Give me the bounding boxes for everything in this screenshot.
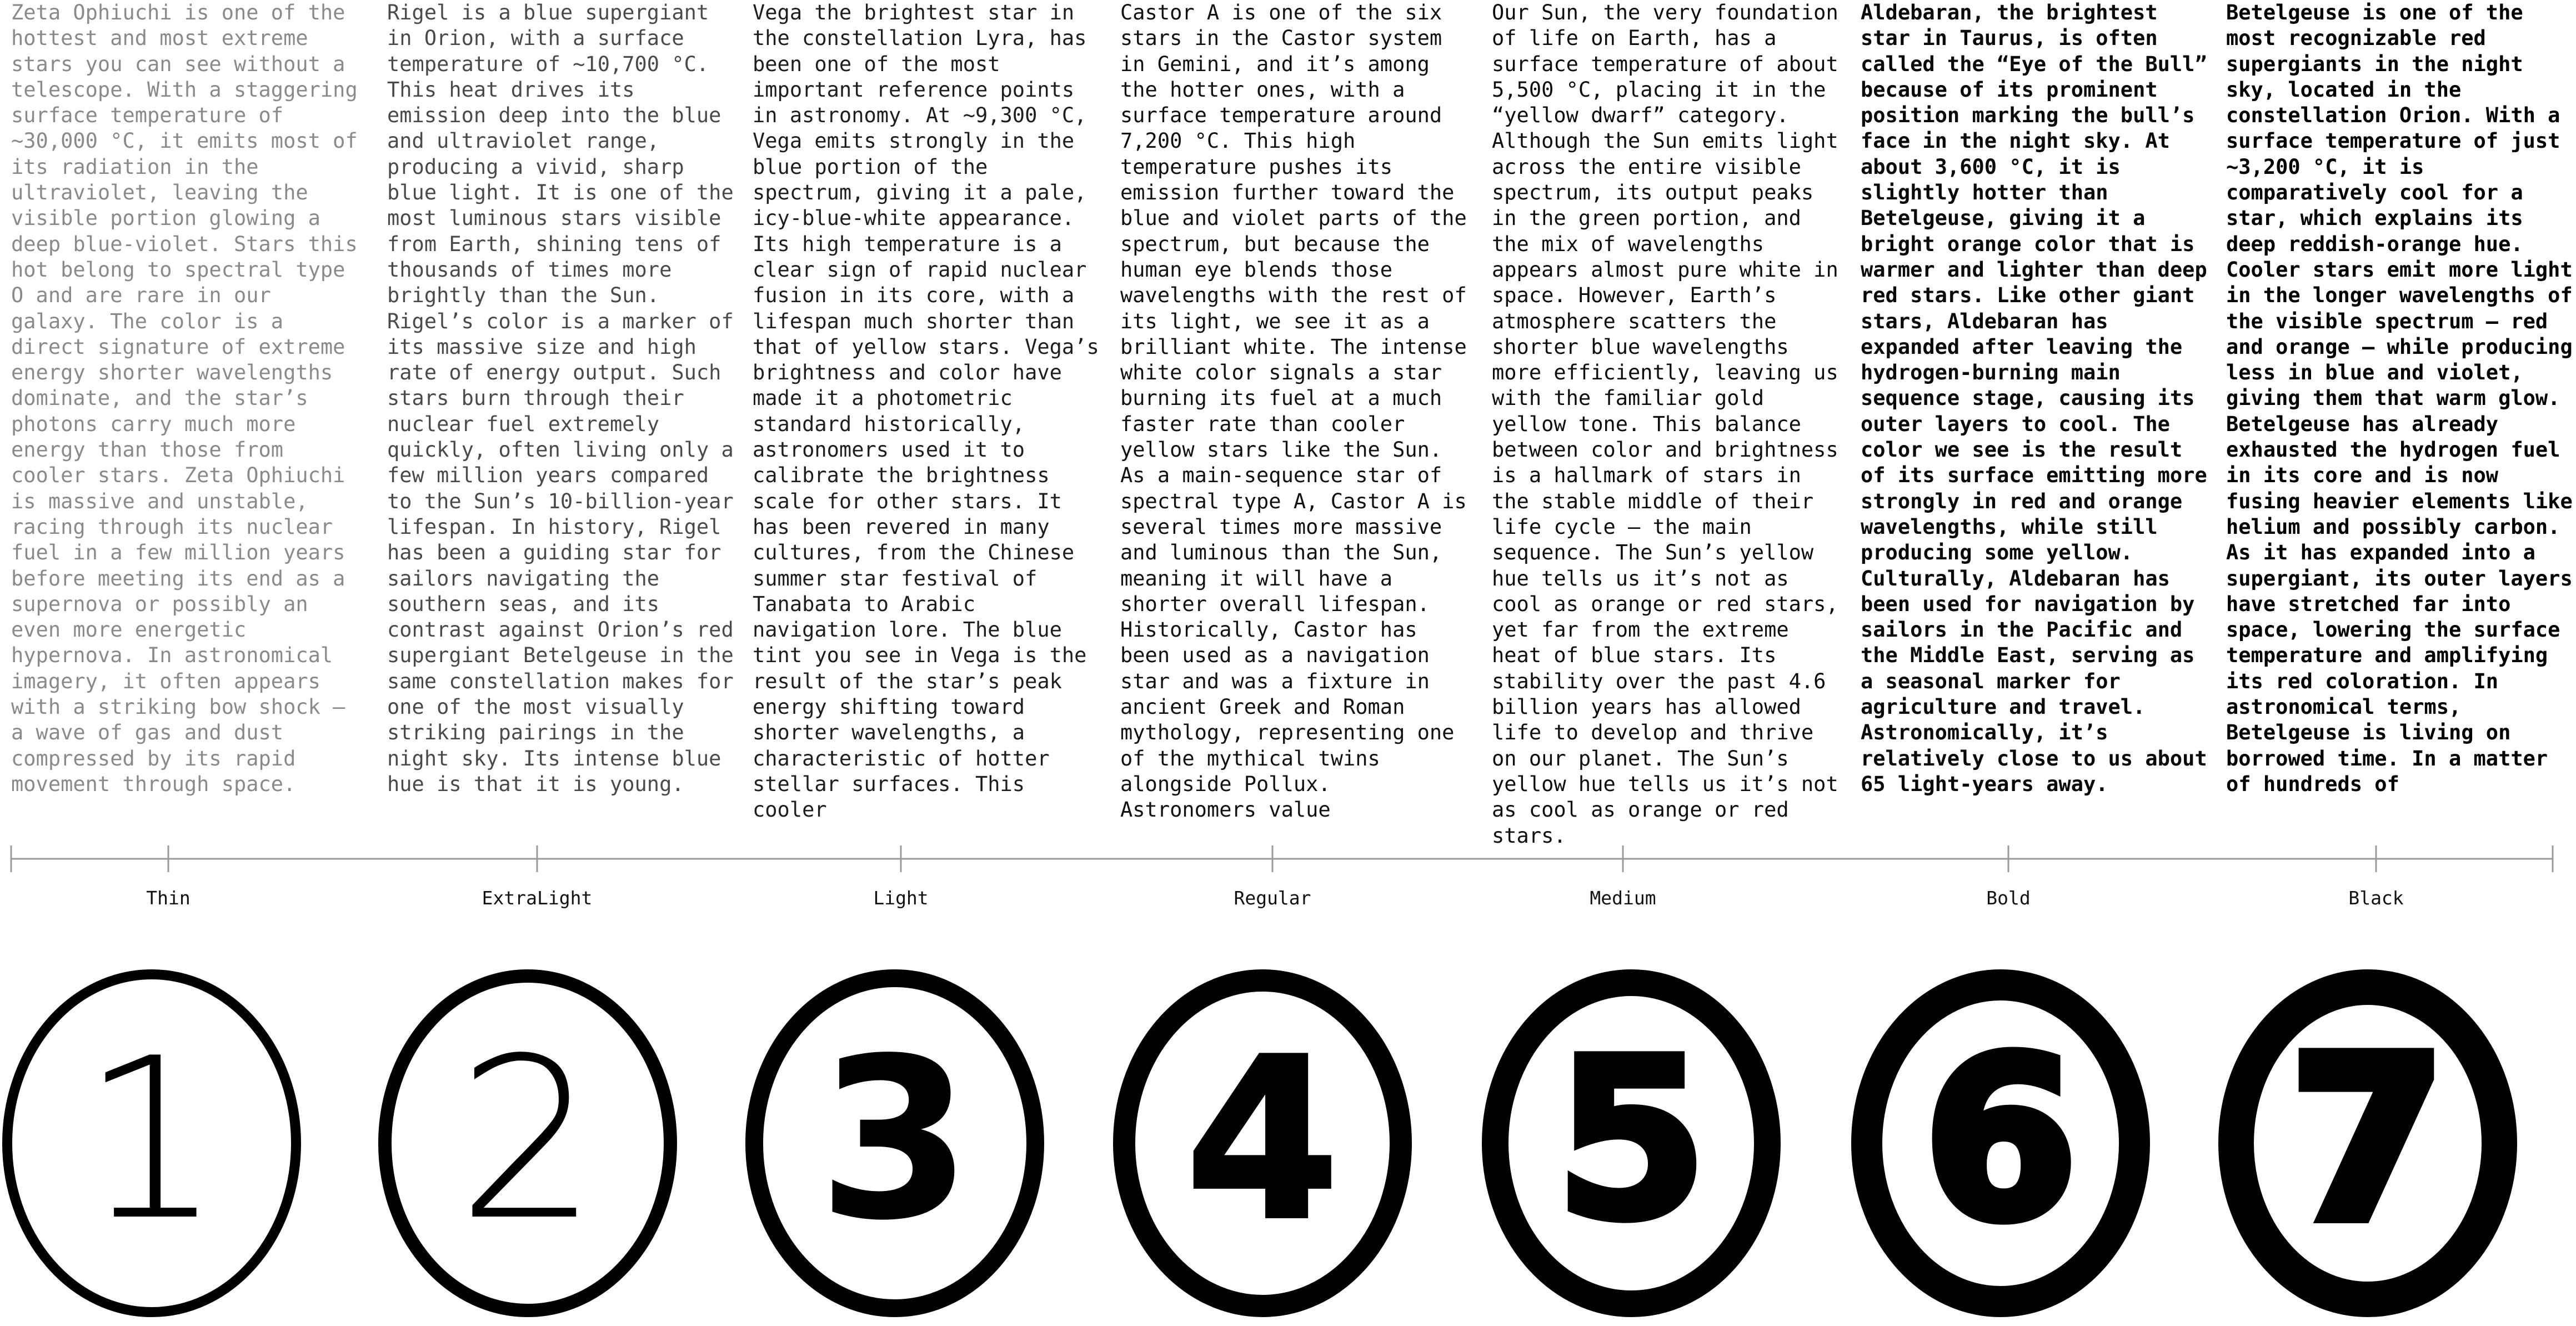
circled-numeral-4 bbox=[1113, 969, 1412, 1317]
weight-label-regular: Regular bbox=[1234, 887, 1311, 909]
specimen-text-light: Vega the brightest star in the constellation Lyra, has been one of the most important reference points in astronomy. At ~9,300 °C, Vega emits strongly in the blue portion of the spectrum, giving it a pale, icy-blue-white appearance. Its high temperature is a clear sign of rapid nuclear fusion in its core, with a lifespan much shorter than that of yellow stars. Vega’s brightness and color have made it a photometric standard historically, astronomers used it to calibrate the brightness scale for other stars. It has been revered in many cultures, from the Chinese summer star festival of Tanabata to Arabic navigation lore. The blue tint you see in Vega is the result of the star’s peak energy shifting toward shorter wavelengths, a characteristic of hotter stellar surfaces. This cooler bbox=[753, 1, 1099, 822]
numeral-digit: 7 bbox=[2290, 1011, 2445, 1269]
numeral-digit: 3 bbox=[817, 1011, 973, 1269]
numeral-digit: 4 bbox=[1185, 1011, 1340, 1269]
circled-numeral-7 bbox=[2218, 969, 2517, 1317]
circled-numeral-3 bbox=[745, 969, 1044, 1317]
circled-numeral-5 bbox=[1482, 969, 1781, 1317]
weight-label-bold: Bold bbox=[1986, 887, 2031, 909]
weight-label-medium: Medium bbox=[1590, 887, 1656, 909]
numeral-digit: 5 bbox=[1553, 1011, 1709, 1269]
numeral-digit: 6 bbox=[1923, 1011, 2078, 1269]
specimen-text-medium: Our Sun, the very foundation of life on Earth, has a surface temperature of about 5,500 °C, placing it in the “yellow dwarf” category. Although the Sun emits light across the entire visible spectrum, its output peaks in the green portion, and the mix of wavelengths appears almost pure white in space. However, Earth’s atmosphere scatters the shorter blue wavelengths more efficiently, leaving us with the familiar gold yellow tone. This balance between color and brightness is a hallmark of stars in the stable middle of their life cycle — the main sequence. The Sun’s yellow hue tells us it’s not as cool as orange or red stars, yet far from the extreme heat of blue stars. Its stability over the past 4.6 billion years has allowed life to develop and thrive on our planet. The Sun’s yellow hue tells us it’s not as cool as orange or red stars. bbox=[1492, 1, 1838, 848]
circled-numeral-6 bbox=[1851, 969, 2150, 1317]
weight-label-thin: Thin bbox=[146, 887, 191, 909]
circled-numeral-2 bbox=[378, 969, 677, 1317]
specimen-text-black: Betelgeuse is one of the most recognizable red supergiants in the night sky, located in the constellation Orion. With a surface temperature of just ~3,200 °C, it is comparatively cool for a star, which explains its deep reddish-orange hue. Cooler stars emit more light in the longer wavelengths of the visible spectrum — red and orange — while producing less in blue and violet, giving them that warm glow. Betelgeuse has already exhausted the hydrogen fuel in its core and is now fusing heavier elements like helium and possibly carbon. As it has expanded into a supergiant, its outer layers have stretched far into space, lowering the surface temperature and amplifying its red coloration. In astronomical terms, Betelgeuse is living on borrowed time. In a matter of hundreds of bbox=[2226, 1, 2573, 796]
numeral-digit: 2 bbox=[457, 1011, 599, 1269]
weight-label-light: Light bbox=[873, 887, 929, 909]
specimen-text-bold: Aldebaran, the brightest star in Taurus, is often called the “Eye of the Bull” because of its prominent position marking the bull’s face in the night sky. At about 3,600 °C, it is slightly hotter than Betelgeuse, giving it a bright orange color that is warmer and lighter than deep red stars. Like other giant stars, Aldebaran has expanded after leaving the hydrogen-burning main sequence stage, causing its outer layers to cool. The color we see is the result of its surface emitting more strongly in red and orange wavelengths, while still producing some yellow. Culturally, Aldebaran has been used for navigation by sailors in the Pacific and the Middle East, serving as a seasonal marker for agriculture and travel. Astronomically, it’s relatively close to us about 65 light-years away. bbox=[1861, 1, 2207, 796]
weight-label-black: Black bbox=[2348, 887, 2404, 909]
specimen-text-regular: Castor A is one of the six stars in the Castor system in Gemini, and it’s among the hotter ones, with a surface temperature around 7,200 °C. This high temperature pushes its emission further toward the blue and violet parts of the spectrum, but because the human eye blends those wavelengths with the rest of its light, we see it as a brilliant white. The intense white color signals a star burning its fuel at a much faster rate than cooler yellow stars like the Sun. As a main-sequence star of spectral type A, Castor A is several times more massive and luminous than the Sun, meaning it will have a shorter overall lifespan. Historically, Castor has been used as a navigation star and was a fixture in ancient Greek and Roman mythology, representing one of the mythical twins alongside Pollux. Astronomers value bbox=[1120, 1, 1467, 822]
specimen-text-thin: Zeta Ophiuchi is one of the hottest and most extreme stars you can see without a telescope. With a staggering surface temperature of ~30,000 °C, it emits most of its radiation in the ultraviolet, leaving the visible portion glowing a deep blue-violet. Stars this hot belong to spectral type O and are rare in our galaxy. The color is a direct signature of extreme energy shorter wavelengths dominate, and the star’s photons carry much more energy than those from cooler stars. Zeta Ophiuchi is massive and unstable, racing through its nuclear fuel in a few million years before meeting its end as a supernova or possibly an even more energetic hypernova. In astronomical imagery, it often appears with a striking bow shock — a wave of gas and dust compressed by its rapid movement through space. bbox=[11, 1, 358, 796]
circled-numeral-1 bbox=[2, 969, 301, 1317]
weight-label-extralight: ExtraLight bbox=[482, 887, 593, 909]
specimen-text-extralight: Rigel is a blue supergiant in Orion, with a surface temperature of ~10,700 °C. This heat drives its emission deep into the blue and ultraviolet range, producing a vivid, sharp blue light. It is one of the most luminous stars visible from Earth, shining tens of thousands of times more brightly than the Sun. Rigel’s color is a marker of its massive size and high rate of energy output. Such stars burn through their nuclear fuel extremely quickly, often living only a few million years compared to the Sun’s 10-billion-year lifespan. In history, Rigel has been a guiding star for sailors navigating the southern seas, and its contrast against Orion’s red supergiant Betelgeuse in the same constellation makes for one of the most visually striking pairings in the night sky. Its intense blue hue is that it is young. bbox=[387, 1, 734, 796]
numeral-digit: 1 bbox=[81, 1011, 223, 1269]
